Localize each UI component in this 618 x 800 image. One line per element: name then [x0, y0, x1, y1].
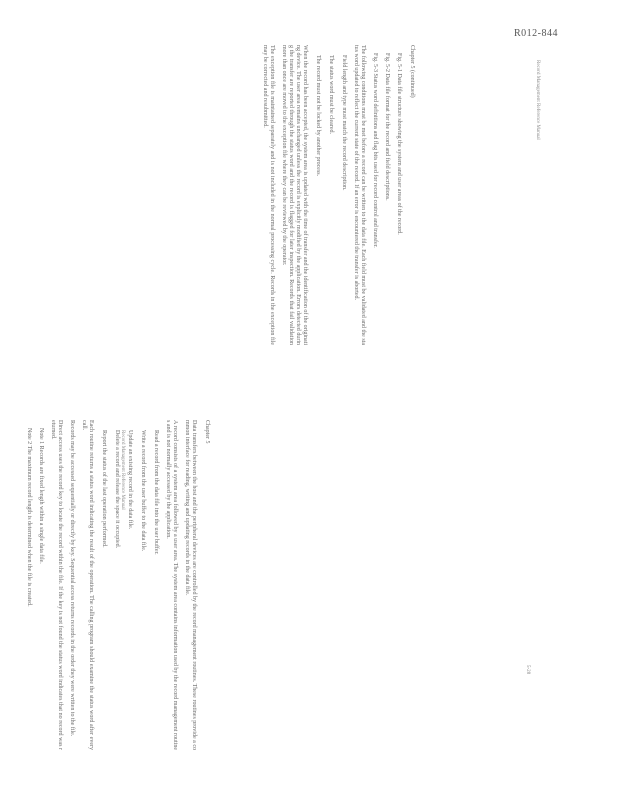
running-footer-left: Record Management Reference Manual [120, 430, 125, 510]
bullet-item: Delete a record and release the space it occupied. [114, 430, 120, 549]
paragraph: Data transfers between the host and the peripheral devices are controlled by the record management routines. These routines provide a common interface for reading, writing and updating records in the data file. [184, 420, 197, 750]
section-header: Chapter 5 (continued) [409, 45, 415, 98]
right-text-column [256, 45, 415, 345]
page-number: 5-28 [525, 665, 530, 675]
note-item: Note 1 Records are fixed length within a single data file. [38, 428, 44, 564]
paragraph: Direct access uses the record key to locate the record within the file. If the key is not found the status word indicates that no record was returned. [50, 420, 63, 750]
bullet-item: Read a record from the data file into the user buffer. [153, 430, 159, 555]
section-header: Chapter 5 [204, 420, 210, 444]
bullet-item: Field length and type must match the record description. [341, 55, 347, 191]
page-identifier: R012-844 [514, 28, 558, 39]
bullet-item: Report the status of the last operation performed. [101, 430, 107, 548]
paragraph: Each routine returns a status word indicating the result of the operation. The calling program should examine the status word after every call. [81, 420, 94, 750]
bullet-item: The record must not be locked by another process. [315, 55, 321, 177]
figure-item: Fig. 5-1 Data file structure showing the system and user areas of the record. [396, 53, 402, 235]
paragraph: When the record has been accepted, the system area is updated with the time of transfer and the identification of the originating device. The user area remains unchanged unless the record is explicitly modified by the application. Errors detected during the transfer are reported through the status word and the record is flagged for later inspection. Records that fail validation more than once are moved to the exception file where they can be reviewed by the operator. [281, 45, 308, 345]
bullet-item: Write a record from the user buffer to the data file. [140, 430, 146, 552]
paragraph: Records may be accessed sequentially or directly by key. Sequential access returns records in the order they were written to the file. [69, 420, 75, 737]
left-text-column [20, 420, 210, 750]
running-footer-right: Record Management Reference Manual [535, 60, 540, 140]
note-item: Note 2 The maximum record length is determined when the file is created. [26, 428, 32, 607]
figure-item: Fig. 5-3 Status word definitions and flag bits used for record control and transfer. [372, 53, 378, 248]
paragraph: The exception file is maintained separately and is not included in the normal processing cycle. Records in the exception file may be corrected and resubmitted. [262, 45, 275, 345]
bullet-item: Update an existing record in the data file. [127, 430, 133, 530]
paragraph: A record consists of a system area followed by a user area. The system area contains information used by the record management routines and is not normally accessed by the application. [165, 420, 178, 750]
paragraph: The following conditions must be met before a record can be written to the data file. Each field must be validated and the status word updated to reflect the current state of the record. If an error is encountered the transfer is aborted. [353, 45, 366, 345]
figure-item: Fig. 5-2 Data file format for the record and field descriptions. [384, 53, 390, 201]
bullet-item: The status word must be cleared. [328, 55, 334, 134]
